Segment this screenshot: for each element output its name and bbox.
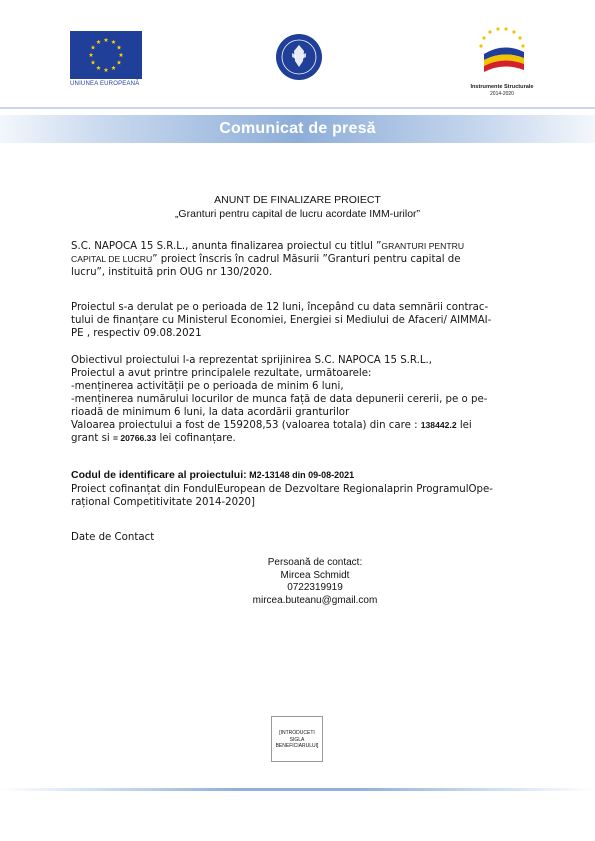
cofinancing-text: lei cofinanțare.	[156, 433, 236, 444]
contact-name: Mircea Schmidt	[280, 569, 350, 581]
project-title-part2: CAPITAL DE LUCRU	[71, 254, 153, 264]
contact-heading: Date de Contact	[71, 532, 155, 543]
currency: lei	[456, 420, 472, 431]
project-code-label: Codul de identificare al proiectului:	[71, 469, 247, 481]
announcement-title: ANUNT DE FINALIZARE PROIECT	[214, 194, 381, 206]
duration-line: Proiectul s-a derulat pe o perioada de 12 luni, începând cu data semnării contrac-	[71, 302, 489, 313]
intro-text: S.C. NAPOCA 15 S.R.L., anunta finalizarea proiectul cu titlul ”	[71, 241, 382, 252]
eu-label: UNIUNEA EUROPEANĂ	[70, 81, 140, 87]
structural-instruments-label: Instrumente Structurale	[470, 84, 534, 90]
grant-amount: 138442.2	[420, 420, 457, 430]
duration-line: tului de finanțare cu Ministerul Economiei, Energiei si Mediului de Afaceri/ AIMMAI-	[71, 315, 492, 326]
contact-block	[0, 557, 595, 607]
cofinancing-line: Proiect cofinanțat din FondulEuropean de Dezvoltare Regionalaprin ProgramulOpe-	[71, 484, 493, 495]
eu-flag-logo	[70, 31, 142, 79]
paragraph-intro	[71, 240, 531, 279]
intro-text-cont: ” proiect înscris în cadrul Măsurii ”Granturi pentru capital de	[152, 254, 461, 265]
announcement-subtitle: „Granturi pentru capital de lucru acordate IMM-urilor”	[174, 208, 421, 220]
cofinancing-line: rațional Competitivitate 2014-2020]	[71, 497, 256, 508]
result-item: -menținerea activității pe o perioada de minim 6 luni,	[71, 381, 344, 392]
placeholder-line: BENEFICIARULUI]	[275, 743, 319, 749]
objective-line: Proiectul a avut printre principalele rezultate, următoarele:	[71, 368, 372, 379]
project-value-text: Valoarea proiectului a fost de 159208,53 (valoarea totala) din care :	[71, 420, 421, 431]
result-item-cont: rioadă de minimum 6 luni, la data acordării granturilor	[71, 407, 350, 418]
paragraph-duration	[71, 301, 531, 340]
cofinancing-statement	[71, 483, 531, 509]
project-code-value: M2-13148 din 09-08-2021	[246, 470, 355, 480]
duration-line: PE , respectiv 09.08.2021	[71, 328, 202, 339]
result-item: -menținerea numărului locurilor de munca față de data depunerii cererii, pe o pe-	[71, 394, 488, 405]
objective-line: Obiectivul proiectului l-a reprezentat sprijinirea S.C. NAPOCA 15 S.R.L.,	[71, 355, 433, 366]
contact-email[interactable]: mircea.buteanu@gmail.com	[252, 594, 378, 606]
structural-instruments-years: 2014-2020	[490, 91, 514, 97]
intro-text-end: lucru”, instituită prin OUG nr 130/2020.	[71, 267, 273, 278]
contact-label: Persoană de contact:	[267, 557, 363, 568]
grant-text: grant si	[71, 433, 113, 444]
project-code	[71, 469, 531, 481]
placeholder-line: SIGLA	[289, 736, 305, 743]
cofinancing-amount: = 20766.33	[112, 433, 157, 443]
banner-divider	[0, 107, 595, 109]
structural-instruments-logo	[470, 24, 536, 80]
beneficiary-logo-placeholder	[271, 716, 323, 762]
banner-title: Comunicat de presă	[219, 120, 376, 137]
paragraph-objectives	[71, 354, 531, 445]
romanian-government-seal-logo	[275, 33, 323, 81]
project-title-part1: GRANTURI PENTRU	[381, 241, 465, 251]
footer-divider	[0, 788, 595, 791]
contact-phone: 0722319919	[287, 582, 343, 593]
placeholder-line: [INTRODUCETI	[279, 730, 315, 736]
